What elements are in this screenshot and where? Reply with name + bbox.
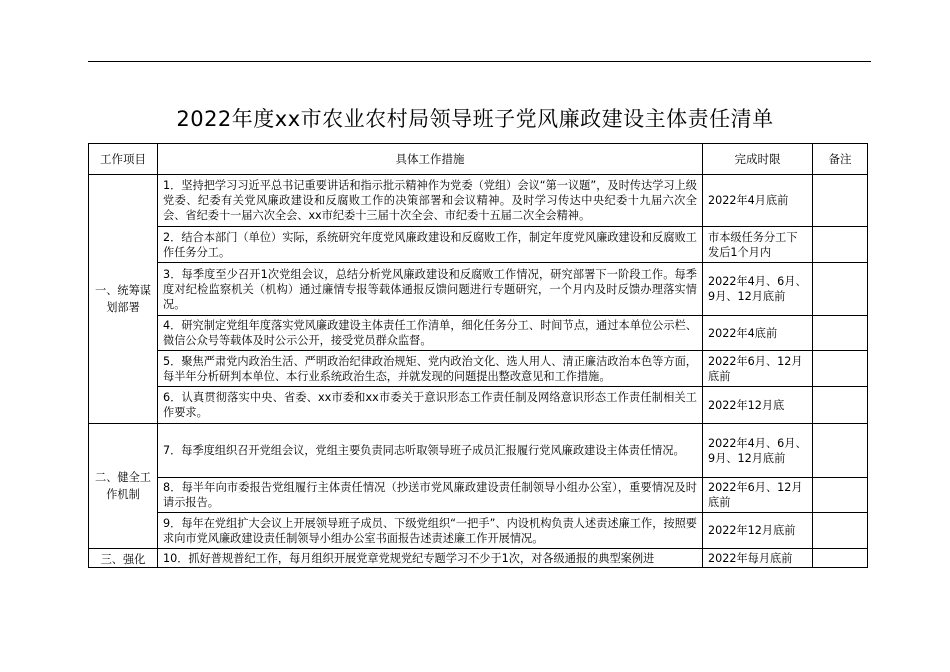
table-row xyxy=(89,316,868,351)
measure-text: 10．抓好普规普纪工作，每月组织开展党章党规党纪专题学习不少于1次，对各级通报的典型案例进 xyxy=(163,551,655,565)
deadline-cell: 2022年4月底前 xyxy=(703,175,813,227)
table-row xyxy=(89,351,868,387)
deadline-cell: 2022年6月、12月底前 xyxy=(703,478,813,513)
measure-cell xyxy=(158,549,703,568)
document-title: 2022年度xx市农业农村局领导班子党风廉政建设主体责任清单 xyxy=(176,107,774,131)
measure-cell: 5．聚焦严肃党内政治生活、严明政治纪律政治规矩、党内政治文化、选人用人、清正廉洁政治本色等方面，每半年分析研判本单位、本行业系统政治生态，并就发现的问题提出整改意见和工作措施。 xyxy=(158,351,703,387)
measure-cell: 8．每半年向市委报告党组履行主体责任情况（抄送市党风廉政建设责任制领导小组办公室），重要情况及时请示报告。 xyxy=(158,478,703,513)
header-note: 备注 xyxy=(813,144,868,175)
note-cell xyxy=(813,316,868,351)
deadline-cell: 市本级任务分工下发后1个月内 xyxy=(703,227,813,263)
deadline-cell: 2022年6月、12月底前 xyxy=(703,351,813,387)
deadline-cell: 2022年12月底 xyxy=(703,387,813,424)
header-measure: 具体工作措施 xyxy=(158,144,703,175)
responsibility-table xyxy=(88,143,868,568)
note-cell xyxy=(813,351,868,387)
table-row xyxy=(89,549,868,568)
header-item: 工作项目 xyxy=(89,144,158,175)
note-cell xyxy=(813,513,868,549)
deadline-cell: 2022年12月底前 xyxy=(703,513,813,549)
deadline-text: 2022年每月底前 xyxy=(708,551,793,565)
group-name-1: 一、统筹谋划部署 xyxy=(89,175,158,424)
deadline-cell xyxy=(703,549,813,568)
note-cell xyxy=(813,227,868,263)
deadline-cell: 2022年4月、6月、9月、12月底前 xyxy=(703,263,813,316)
deadline-cell: 2022年4底前 xyxy=(703,316,813,351)
table-row xyxy=(89,424,868,478)
table-row xyxy=(89,263,868,316)
table-header-row xyxy=(89,144,868,175)
measure-cell: 3．每季度至少召开1次党组会议，总结分析党风廉政建设和反腐败工作情况，研究部署下一阶段工作。每季度对纪检监察机关（机构）通过廉情专报等载体通报反馈问题进行专题研究，一个月内及时反馈办理落实情况。 xyxy=(158,263,703,316)
header-deadline: 完成时限 xyxy=(703,144,813,175)
table-row xyxy=(89,175,868,227)
deadline-cell: 2022年4月、6月、9月、12月底前 xyxy=(703,424,813,478)
measure-cell: 1．坚持把学习习近平总书记重要讲话和指示批示精神作为党委（党组）会议“第一议题”，及时传达学习上级党委、纪委有关党风廉政建设和反腐败工作的决策部署和会议精神。及时学习传达中央纪委十九届六次全会、省纪委十一届六次全会、xx市纪委十三届十次全会、市纪委十五届二次全会精神。 xyxy=(158,175,703,227)
group-name-2: 二、健全工作机制 xyxy=(89,424,158,549)
note-cell xyxy=(813,424,868,478)
measure-cell: 9．每年在党组扩大会议上开展领导班子成员、下级党组织“一把手”、内设机构负责人述责述廉工作，按照要求向市党风廉政建设责任制领导小组办公室书面报告述责述廉工作开展情况。 xyxy=(158,513,703,549)
measure-cell: 2．结合本部门（单位）实际，系统研究年度党风廉政建设和反腐败工作，制定年度党风廉政建设和反腐败工作任务分工。 xyxy=(158,227,703,263)
table-row xyxy=(89,478,868,513)
table-row xyxy=(89,227,868,263)
table-row xyxy=(89,387,868,424)
note-cell xyxy=(813,175,868,227)
note-cell xyxy=(813,549,868,568)
note-cell xyxy=(813,387,868,424)
top-rule xyxy=(88,61,871,62)
group-name-3 xyxy=(89,549,158,568)
measure-cell: 6．认真贯彻落实中央、省委、xx市委和xx市委关于意识形态工作责任制及网络意识形态工作责任制相关工作要求。 xyxy=(158,387,703,424)
note-cell xyxy=(813,478,868,513)
group-name-3-text: 三、强化 xyxy=(100,552,146,566)
measure-cell: 7．每季度组织召开党组会议，党组主要负责同志听取领导班子成员汇报履行党风廉政建设主体责任情况。 xyxy=(158,424,703,478)
measure-cell: 4．研究制定党组年度落实党风廉政建设主体责任工作清单，细化任务分工、时间节点，通过本单位公示栏、微信公众号等载体及时公示公开，接受党员群众监督。 xyxy=(158,316,703,351)
table-row xyxy=(89,513,868,549)
note-cell xyxy=(813,263,868,316)
